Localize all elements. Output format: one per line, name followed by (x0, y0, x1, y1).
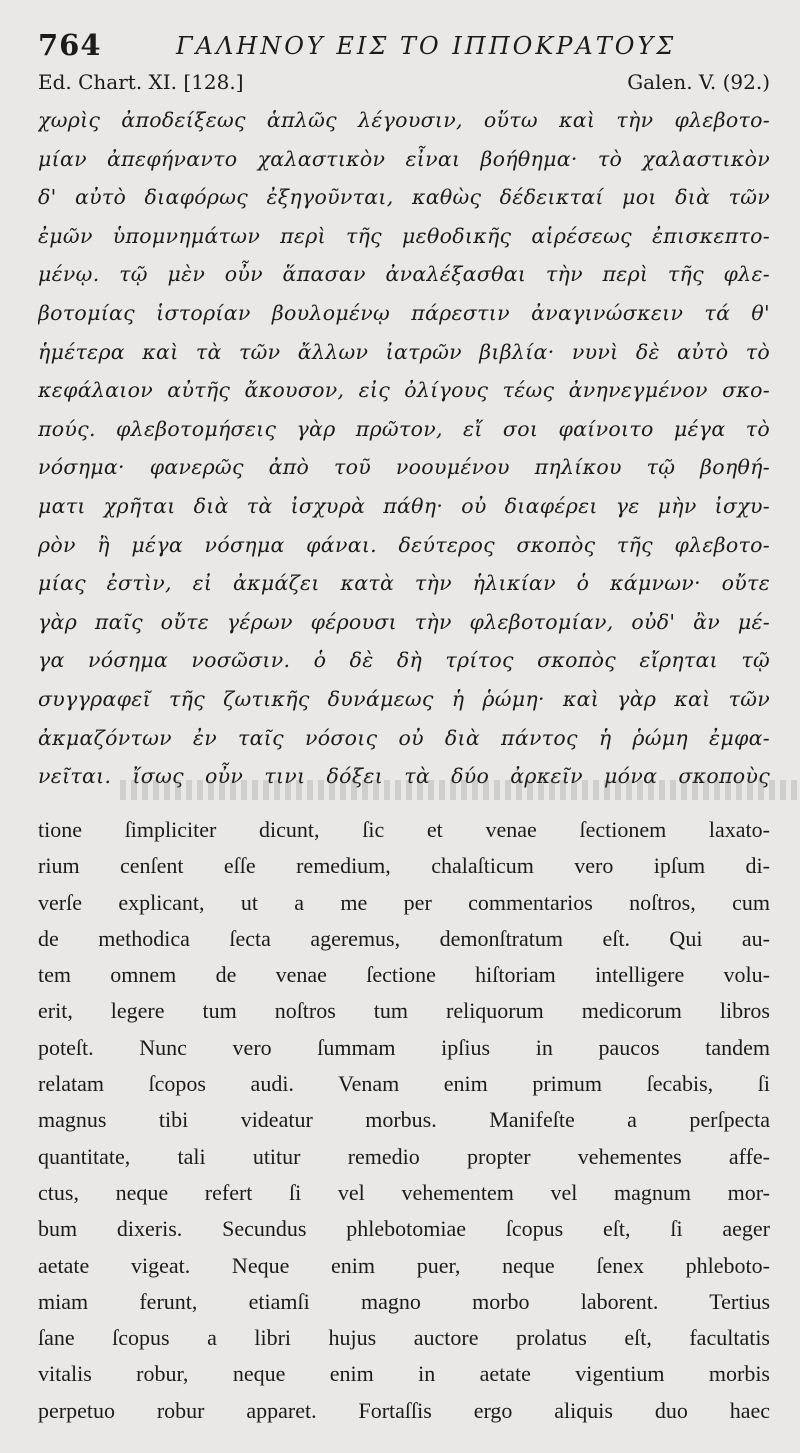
greek-line: νόσημα· φανερῶς ἀπὸ τοῦ νοουμένου πηλίκου τῷ βοηθή- (38, 455, 770, 480)
greek-line: γα νόσημα νοσῶσιν. ὁ δὲ δὴ τρίτος σκοπὸς εἴρηται τῷ (38, 648, 770, 673)
latin-line: aetate vigeat. Neque enim puer, neque ſenex phleboto- (38, 1252, 770, 1278)
greek-line: χωρὶς ἀποδείξεως ἁπλῶς λέγουσιν, οὕτω καὶ τὴν φλεβοτο- (38, 108, 770, 132)
greek-line: κεφάλαιον αὐτῆς ἄκουσον, εἰς ὀλίγους τέως ἀνηνεγμένον σκο- (38, 378, 770, 403)
latin-line: erit, legere tum noſtros tum reliquorum medicorum libros (38, 998, 770, 1024)
latin-line: poteſt. Nunc vero ſummam ipſius in paucos tandem (38, 1034, 770, 1060)
latin-line: ſane ſcopus a libri hujus auctore prolatus eſt, facultatis (38, 1325, 770, 1351)
latin-line: tem omnem de venae ſectione hiſtoriam intelligere volu- (38, 962, 770, 988)
greek-line: συγγραφεῖ τῆς ζωτικῆς δυνάμεως ἡ ῥώμη· καὶ γὰρ καὶ τῶν (38, 686, 770, 711)
edition-reference-galen: Galen. V. (92.) (627, 70, 770, 94)
greek-line: μίας ἐστὶν, εἰ ἀκμάζει κατὰ τὴν ἡλικίαν ὁ κάμνων· οὔτε (38, 571, 770, 596)
latin-line: tione ſimpliciter dicunt, ſic et venae ſectionem laxato- (38, 817, 770, 842)
latin-line: de methodica ſecta ageremus, demonſtratum eſt. Qui au- (38, 925, 770, 951)
greek-line: γὰρ παῖς οὔτε γέρων φέρουσι τὴν φλεβοτομίαν, οὐδ' ἂν μέ- (38, 609, 770, 634)
latin-line: magnus tibi videatur morbus. Manifeſte a perſpecta (38, 1107, 770, 1133)
greek-line: νεῖται. ἴσως οὖν τινι δόξει τὰ δύο ἀρκεῖν μόνα σκοποὺς (38, 764, 770, 789)
latin-line: bum dixeris. Secundus phlebotomiae ſcopus eſt, ſi aeger (38, 1216, 770, 1242)
latin-text-block (38, 812, 770, 1429)
greek-line: ρὸν ἢ μέγα νόσημα φάναι. δεύτερος σκοπὸς τῆς φλεβοτο- (38, 532, 770, 557)
running-title: ΓΑΛΗΝΟΥ ΕΙΣ ΤΟ ΙΠΠΟΚΡΑΤΟΥΣ (176, 32, 677, 60)
greek-line: ἀκμαζόντων ἐν ταῖς νόσοις οὐ διὰ πάντος ἡ ῥώμη ἐμφα- (38, 725, 770, 750)
latin-line: vitalis robur, neque enim in aetate vigentium morbis (38, 1361, 770, 1387)
greek-line: ματι χρῆται διὰ τὰ ἰσχυρὰ πάθη· οὐ διαφέρει γε μὴν ἰσχυ- (38, 493, 770, 518)
page-header (38, 28, 770, 68)
latin-line: quantitate, tali utitur remedio propter vehementes affe- (38, 1143, 770, 1169)
show-through-ink (120, 780, 800, 800)
greek-line: μένῳ. τῷ μὲν οὖν ἅπασαν ἀναλέξασθαι τὴν περὶ τῆς φλε- (38, 262, 770, 287)
latin-line: relatam ſcopos audi. Venam enim primum ſecabis, ſi (38, 1071, 770, 1097)
greek-line: βοτομίας ἱστορίαν βουλομένῳ πάρεστιν ἀναγινώσκειν τά θ' (38, 300, 770, 325)
greek-line: μίαν ἀπεφήναντο χαλαστικὸν εἶναι βοήθημα· τὸ χαλαστικὸν (38, 146, 770, 171)
edition-reference-chartier: Ed. Chart. XI. [128.] (38, 70, 244, 94)
latin-line: verſe explicant, ut a me per commentarios noſtros, cum (38, 889, 770, 915)
greek-line: ἡμέτερα καὶ τὰ τῶν ἄλλων ἰατρῶν βιβλία· νυνὶ δὲ αὐτὸ τὸ (38, 339, 770, 364)
latin-line: miam ferunt, etiamſi magno morbo laborent. Tertius (38, 1288, 770, 1314)
latin-line: perpetuo robur apparet. Fortaſſis ergo aliquis duo haec (38, 1397, 770, 1423)
edition-reference-row (38, 70, 770, 98)
greek-line: ἐμῶν ὑπομνημάτων περὶ τῆς μεθοδικῆς αἱρέσεως ἐπισκεπτο- (38, 223, 770, 248)
greek-line: δ' αὐτὸ διαφόρως ἐξηγοῦνται, καθὼς δέδεικταί μοι διὰ τῶν (38, 185, 770, 210)
latin-line: rium cenſent eſſe remedium, chalaſticum vero ipſum di- (38, 853, 770, 879)
latin-line: ctus, neque refert ſi vel vehementem vel magnum mor- (38, 1179, 770, 1205)
greek-text-block (38, 101, 770, 796)
page-number: 764 (38, 28, 102, 62)
greek-line: πούς. φλεβοτομήσεις γὰρ πρῶτον, εἴ σοι φαίνοιτο μέγα τὸ (38, 416, 770, 441)
